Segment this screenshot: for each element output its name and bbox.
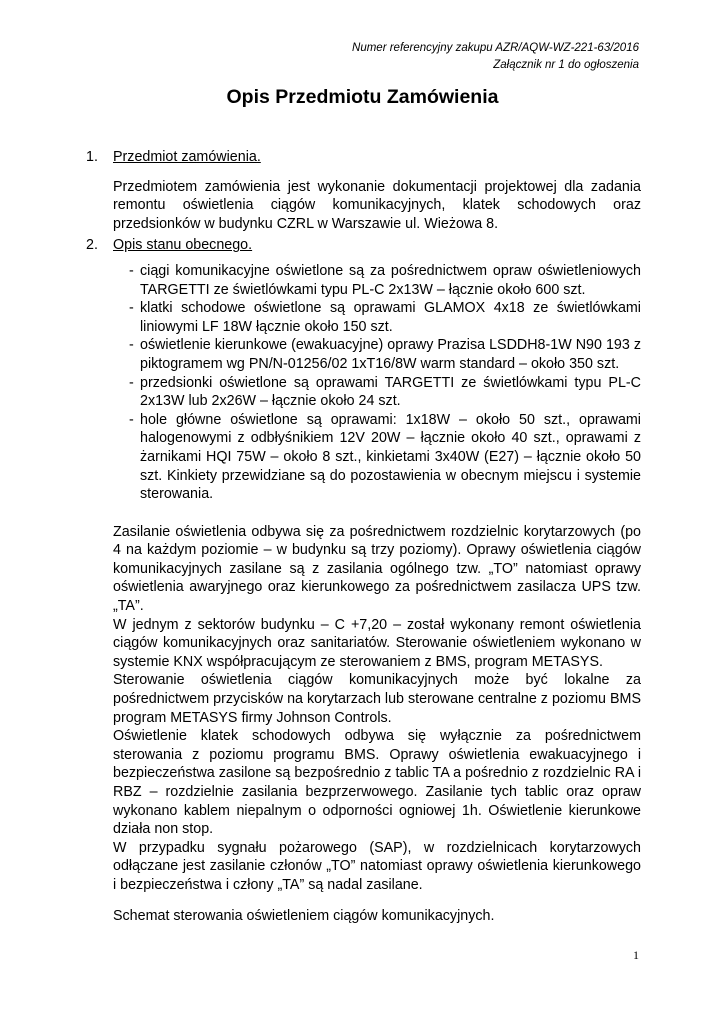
- document-header: [352, 40, 639, 74]
- paragraph: Oświetlenie klatek schodowych odbywa się wyłącznie za pośrednictwem sterowania z poziomu programu BMS. Oprawy oświetlenia ewakuacyjnego i bezpieczeństwa zasilone są bezpośrednio z tablic TA a pośrednio z rozdzielnic RA i RBZ – rozdzielnie zasilania bezprzerwowego. Zasilanie tych tablic oraz opraw wykonano kablem niepalnym o odporności ogniowej 1h. Oświetlenie kierunkowe działa non stop.: [113, 728, 641, 838]
- closing-line: Schemat sterowania oświetleniem ciągów komunikacyjnych.: [113, 907, 495, 924]
- reference-number: Numer referencyjny zakupu AZR/AQW-WZ-221-63/2016: [352, 42, 639, 54]
- section-1-text: Przedmiotem zamówienia jest wykonanie dokumentacji projektowej dla zadania remontu oświetlenia ciągów komunikacyjnych, klatek schodowych oraz przedsionków w budynku CZRL w Warszawie ul. Wieżowa 8.: [113, 178, 641, 232]
- page-number: 1: [633, 948, 639, 962]
- attachment-label: Załącznik nr 1 do ogłoszenia: [493, 59, 639, 71]
- section-1-heading: [86, 148, 641, 167]
- section-2-title: Opis stanu obecnego.: [113, 237, 253, 254]
- paragraph: W przypadku sygnału pożarowego (SAP), w rozdzielnicach korytarzowych odłączane jest zasilanie członów „TO” natomiast oprawy oświetlenia kierunkowego i bezpieczeństwa i człony „TA” są nadal zasilane.: [113, 839, 641, 893]
- section-1-number: 1.: [86, 149, 98, 165]
- section-2-heading: [86, 236, 641, 255]
- section-2-description: [113, 523, 641, 925]
- lighting-inventory-list: [86, 262, 641, 504]
- list-item: - oświetlenie kierunkowe (ewakuacyjne) oprawy Prazisa LSDDH8-1W N90 193 z piktogramem wg PN/N-01256/02 1xT16/8W warm standard – około 350 szt.: [129, 337, 641, 372]
- page-title: Opis Przedmiotu Zamówienia: [226, 86, 499, 108]
- paragraph: Sterowanie oświetlenia ciągów komunikacyjnych może być lokalne za pośrednictwem przycisków na korytarzach lub sterowane centralne z poziomu BMS program METASYS firmy Johnson Controls.: [113, 672, 641, 726]
- paragraph: W jednym z sektorów budynku – C +7,20 – został wykonany remont oświetlenia ciągów komunikacyjnych oraz sanitariatów. Sterowanie oświetleniem wykonano w systemie KNX współpracującym ze sterowaniem z BMS, program METASYS.: [113, 616, 641, 670]
- section-2-number: 2.: [86, 237, 98, 254]
- list-item: - ciągi komunikacyjne oświetlone są za pośrednictwem opraw oświetleniowych TARGETTI ze świetlówkami typu PL-C 2x13W – łącznie około 600 szt.: [129, 262, 641, 298]
- paragraph: Zasilanie oświetlenia odbywa się za pośrednictwem rozdzielnic korytarzowych (po 4 na każdym poziomie – w budynku są trzy poziomy). Oprawy oświetlenia ciągów komunikacyjnych zasilane są z zasilania ogólnego tzw. „TO” natomiast oprawy oświetlenia awaryjnego oraz kierunkowego za pośrednictwem zasilacza UPS tzw. „TA”.: [113, 523, 641, 615]
- list-item: - przedsionki oświetlone są oprawami TARGETTI ze świetlówkami typu PL-C 2x13W lub 2x26W – łącznie około 24 szt.: [129, 374, 641, 410]
- list-item: - klatki schodowe oświetlone są oprawami GLAMOX 4x18 ze świetlówkami liniowymi LF 18W łącznie około 150 szt.: [129, 300, 641, 335]
- section-1-title: Przedmiot zamówienia.: [113, 149, 261, 165]
- list-item: - hole główne oświetlone są oprawami: 1x18W – około 50 szt., oprawami halogenowymi z odbłyśnikiem 12V 20W – łącznie około 40 szt., oprawami z żarnikami HQI 75W – około 8 szt., kinkietami 3x40W (E27) – łącznie około 50 szt. Kinkiety przewidziane są do pozostawienia w obecnym miejscu i systemie sterowania.: [129, 411, 641, 503]
- document-body: [86, 148, 641, 925]
